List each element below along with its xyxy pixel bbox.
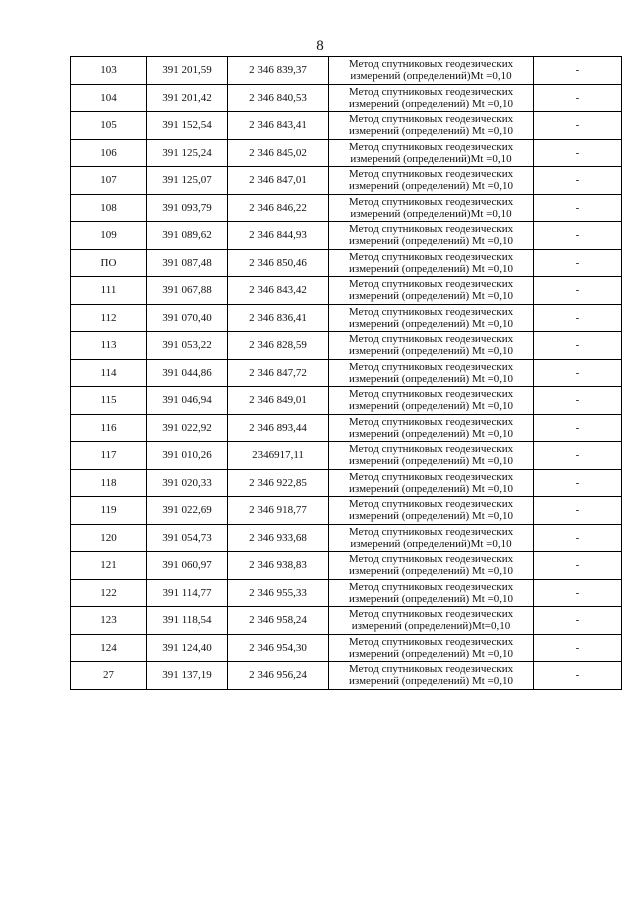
method-line-2: измерений (определений)Mt=0,10 [351,620,511,633]
x-coordinate-cell: 391 089,62 [147,222,228,250]
point-number-cell: 123 [71,607,147,635]
method-line-1: Метод спутниковых геодезических [348,360,514,373]
method-line-1: Метод спутниковых геодезических [348,525,514,538]
note-cell: - [534,222,622,250]
note-cell: - [534,634,622,662]
x-coordinate-cell: 391 067,88 [147,277,228,305]
note-cell: - [534,84,622,112]
y-coordinate-cell: 2 346 938,83 [228,552,329,580]
point-number-cell: 27 [71,662,147,690]
method-cell [329,524,534,552]
method-cell [329,552,534,580]
x-coordinate-cell: 391 044,86 [147,359,228,387]
y-coordinate-cell: 2 346 840,53 [228,84,329,112]
y-coordinate-cell: 2 346 849,01 [228,387,329,415]
method-line-2: измерений (определений) Mt =0,10 [349,97,513,110]
x-coordinate-cell: 391 070,40 [147,304,228,332]
method-cell [329,359,534,387]
note-cell: - [534,112,622,140]
method-cell [329,112,534,140]
method-line-1: Метод спутниковых геодезических [348,635,514,648]
note-cell: - [534,414,622,442]
note-cell: - [534,552,622,580]
method-line-1: Метод спутниковых геодезических [348,195,514,208]
note-cell: - [534,497,622,525]
y-coordinate-cell: 2 346 846,22 [228,194,329,222]
note-cell: - [534,139,622,167]
x-coordinate-cell: 391 020,33 [147,469,228,497]
table-row [71,84,622,112]
method-cell [329,139,534,167]
table-row [71,634,622,662]
point-number-cell: 122 [71,579,147,607]
method-line-1: Метод спутниковых геодезических [348,333,514,346]
y-coordinate-cell: 2 346 893,44 [228,414,329,442]
x-coordinate-cell: 391 053,22 [147,332,228,360]
x-coordinate-cell: 391 114,77 [147,579,228,607]
x-coordinate-cell: 391 118,54 [147,607,228,635]
method-line-2: измерений (определений) Mt =0,10 [349,262,513,275]
point-number-cell: 121 [71,552,147,580]
method-line-1: Метод спутниковых геодезических [348,663,514,676]
point-number-cell: 117 [71,442,147,470]
coordinates-table-body [71,57,622,690]
point-number-cell: 120 [71,524,147,552]
method-line-2: измерений (определений) Mt =0,10 [349,647,513,660]
method-cell [329,84,534,112]
note-cell: - [534,304,622,332]
method-line-2: измерений (определений) Mt =0,10 [349,427,513,440]
y-coordinate-cell: 2 346 955,33 [228,579,329,607]
note-cell: - [534,194,622,222]
point-number-cell: 105 [71,112,147,140]
table-row [71,194,622,222]
y-coordinate-cell: 2 346 956,24 [228,662,329,690]
note-cell: - [534,277,622,305]
method-cell [329,634,534,662]
method-line-2: измерений (определений) Mt =0,10 [349,235,513,248]
method-line-2: измерений (определений) Mt =0,10 [349,180,513,193]
method-cell [329,222,534,250]
method-cell [329,249,534,277]
y-coordinate-cell: 2 346 954,30 [228,634,329,662]
method-cell [329,332,534,360]
table-row [71,607,622,635]
table-row [71,304,622,332]
y-coordinate-cell: 2 346 843,42 [228,277,329,305]
y-coordinate-cell: 2 346 845,02 [228,139,329,167]
note-cell: - [534,442,622,470]
method-line-2: измерений (определений)Mt =0,10 [350,152,512,165]
point-number-cell: 112 [71,304,147,332]
method-line-2: измерений (определений) Mt =0,10 [349,592,513,605]
x-coordinate-cell: 391 152,54 [147,112,228,140]
point-number-cell: 109 [71,222,147,250]
method-cell [329,277,534,305]
x-coordinate-cell: 391 125,07 [147,167,228,195]
method-line-2: измерений (определений) Mt =0,10 [349,372,513,385]
method-cell [329,414,534,442]
method-line-2: измерений (определений) Mt =0,10 [349,510,513,523]
method-line-1: Метод спутниковых геодезических [348,580,514,593]
method-cell [329,497,534,525]
method-line-1: Метод спутниковых геодезических [348,498,514,511]
x-coordinate-cell: 391 137,19 [147,662,228,690]
y-coordinate-cell: 2 346 847,72 [228,359,329,387]
method-cell [329,387,534,415]
point-number-cell: 124 [71,634,147,662]
table-row [71,414,622,442]
method-cell [329,662,534,690]
method-line-1: Метод спутниковых геодезических [348,278,514,291]
method-line-1: Метод спутниковых геодезических [348,58,514,71]
note-cell: - [534,249,622,277]
y-coordinate-cell: 2 346 843,41 [228,112,329,140]
y-coordinate-cell: 2 346 828,59 [228,332,329,360]
method-line-2: измерений (определений) Mt =0,10 [349,345,513,358]
page-number: 8 [316,38,324,54]
y-coordinate-cell: 2 346 958,24 [228,607,329,635]
method-cell [329,607,534,635]
method-cell [329,469,534,497]
table-row [71,139,622,167]
method-line-1: Метод спутниковых геодезических [348,553,514,566]
method-line-2: измерений (определений) Mt =0,10 [349,125,513,138]
table-row [71,524,622,552]
method-line-2: измерений (определений) Mt =0,10 [349,455,513,468]
method-line-1: Метод спутниковых геодезических [348,608,514,621]
point-number-cell: 107 [71,167,147,195]
table-row [71,57,622,85]
method-line-2: измерений (определений)Mt =0,10 [350,537,512,550]
table-row [71,662,622,690]
point-number-cell: 111 [71,277,147,305]
y-coordinate-cell: 2346917,11 [228,442,329,470]
point-number-cell: 114 [71,359,147,387]
note-cell: - [534,332,622,360]
point-number-cell: 119 [71,497,147,525]
point-number-cell: 116 [71,414,147,442]
method-line-1: Метод спутниковых геодезических [348,168,514,181]
method-line-2: измерений (определений) Mt =0,10 [349,482,513,495]
x-coordinate-cell: 391 093,79 [147,194,228,222]
method-line-1: Метод спутниковых геодезических [348,140,514,153]
x-coordinate-cell: 391 087,48 [147,249,228,277]
point-number-cell: 115 [71,387,147,415]
x-coordinate-cell: 391 010,26 [147,442,228,470]
method-cell [329,57,534,85]
method-line-1: Метод спутниковых геодезических [348,443,514,456]
method-cell [329,167,534,195]
table-row [71,387,622,415]
x-coordinate-cell: 391 022,92 [147,414,228,442]
table-row [71,497,622,525]
method-cell [329,442,534,470]
table-row [71,167,622,195]
point-number-cell: 103 [71,57,147,85]
x-coordinate-cell: 391 022,69 [147,497,228,525]
method-line-1: Метод спутниковых геодезических [348,470,514,483]
note-cell: - [534,469,622,497]
y-coordinate-cell: 2 346 847,01 [228,167,329,195]
method-line-2: измерений (определений)Mt =0,10 [350,207,512,220]
y-coordinate-cell: 2 346 836,41 [228,304,329,332]
y-coordinate-cell: 2 346 918,77 [228,497,329,525]
method-cell [329,579,534,607]
table-row [71,249,622,277]
method-cell [329,194,534,222]
method-line-2: измерений (определений) Mt =0,10 [349,290,513,303]
table-row [71,359,622,387]
table-row [71,552,622,580]
method-line-1: Метод спутниковых геодезических [348,415,514,428]
note-cell: - [534,167,622,195]
method-line-2: измерений (определений) Mt =0,10 [349,400,513,413]
method-line-1: Метод спутниковых геодезических [348,113,514,126]
table-row [71,112,622,140]
x-coordinate-cell: 391 201,59 [147,57,228,85]
point-number-cell: 108 [71,194,147,222]
point-number-cell: 113 [71,332,147,360]
x-coordinate-cell: 391 201,42 [147,84,228,112]
note-cell: - [534,524,622,552]
point-number-cell: ПО [71,249,147,277]
method-line-2: измерений (определений) Mt =0,10 [349,317,513,330]
x-coordinate-cell: 391 060,97 [147,552,228,580]
method-line-2: измерений (определений) Mt =0,10 [349,675,513,688]
point-number-cell: 104 [71,84,147,112]
method-line-1: Метод спутниковых геодезических [348,85,514,98]
note-cell: - [534,359,622,387]
note-cell: - [534,387,622,415]
method-line-1: Метод спутниковых геодезических [348,305,514,318]
point-number-cell: 106 [71,139,147,167]
note-cell: - [534,607,622,635]
y-coordinate-cell: 2 346 850,46 [228,249,329,277]
table-row [71,277,622,305]
table-row [71,222,622,250]
x-coordinate-cell: 391 054,73 [147,524,228,552]
point-number-cell: 118 [71,469,147,497]
y-coordinate-cell: 2 346 922,85 [228,469,329,497]
method-line-1: Метод спутниковых геодезических [348,388,514,401]
x-coordinate-cell: 391 125,24 [147,139,228,167]
coordinates-table [70,56,622,690]
y-coordinate-cell: 2 346 844,93 [228,222,329,250]
method-line-1: Метод спутниковых геодезических [348,223,514,236]
table-row [71,442,622,470]
note-cell: - [534,662,622,690]
method-line-1: Метод спутниковых геодезических [348,250,514,263]
y-coordinate-cell: 2 346 933,68 [228,524,329,552]
y-coordinate-cell: 2 346 839,37 [228,57,329,85]
x-coordinate-cell: 391 124,40 [147,634,228,662]
method-line-2: измерений (определений) Mt =0,10 [349,565,513,578]
note-cell: - [534,57,622,85]
x-coordinate-cell: 391 046,94 [147,387,228,415]
note-cell: - [534,579,622,607]
table-row [71,332,622,360]
method-cell [329,304,534,332]
table-row [71,579,622,607]
method-line-2: измерений (определений)Mt =0,10 [350,70,512,83]
table-row [71,469,622,497]
